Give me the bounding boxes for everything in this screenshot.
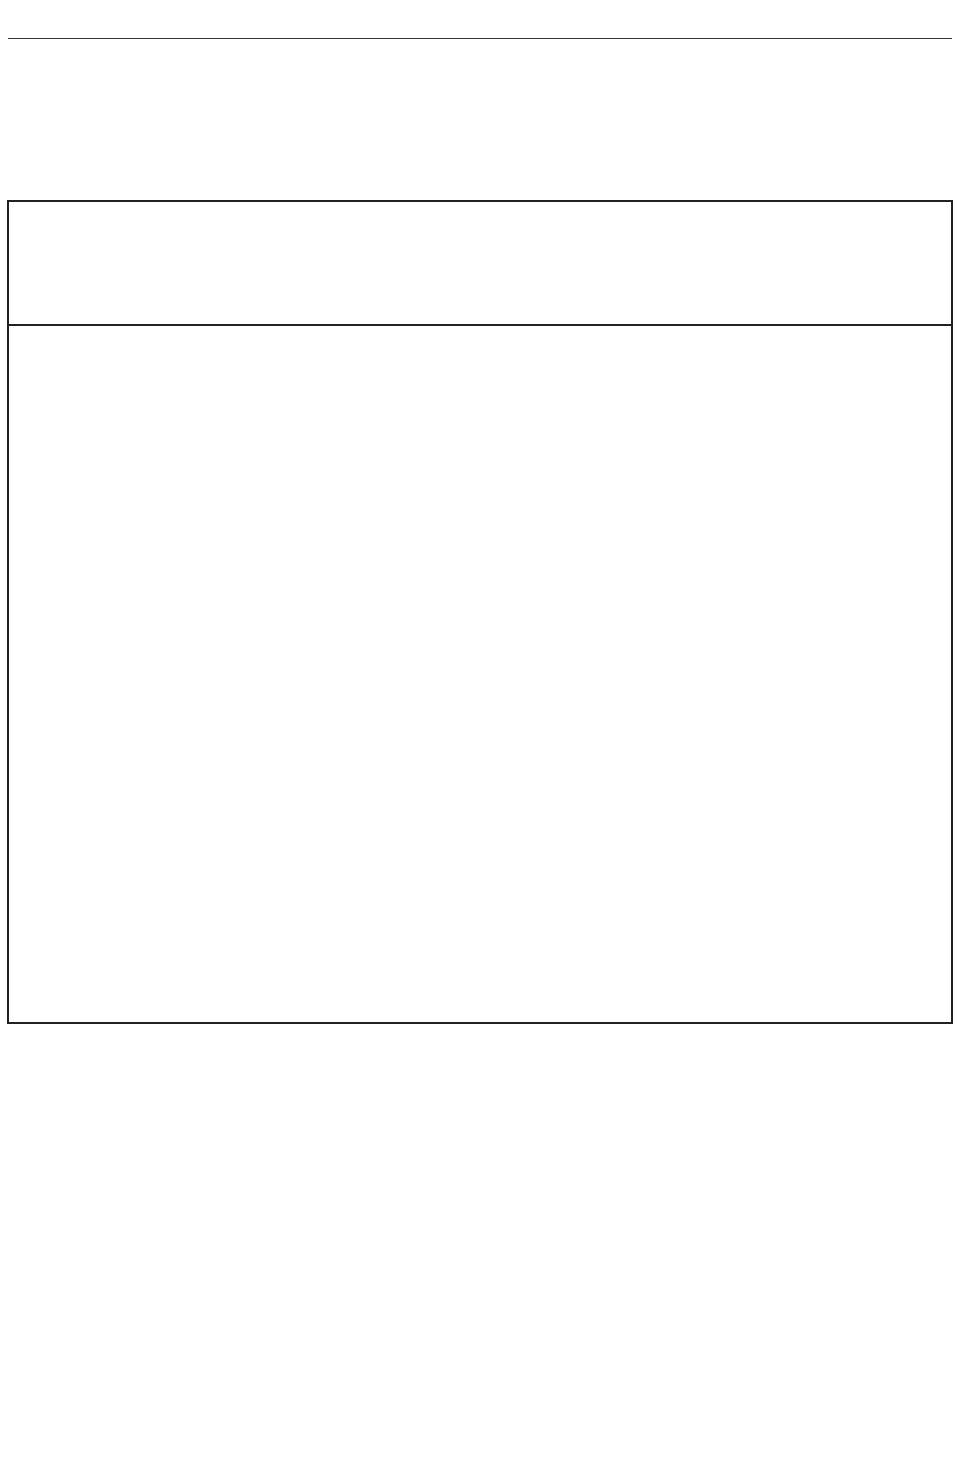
header-rule <box>8 38 952 39</box>
type-header-row <box>9 283 951 321</box>
page-header <box>8 0 952 38</box>
header-rule-line <box>9 324 951 326</box>
data-table <box>7 200 953 1024</box>
